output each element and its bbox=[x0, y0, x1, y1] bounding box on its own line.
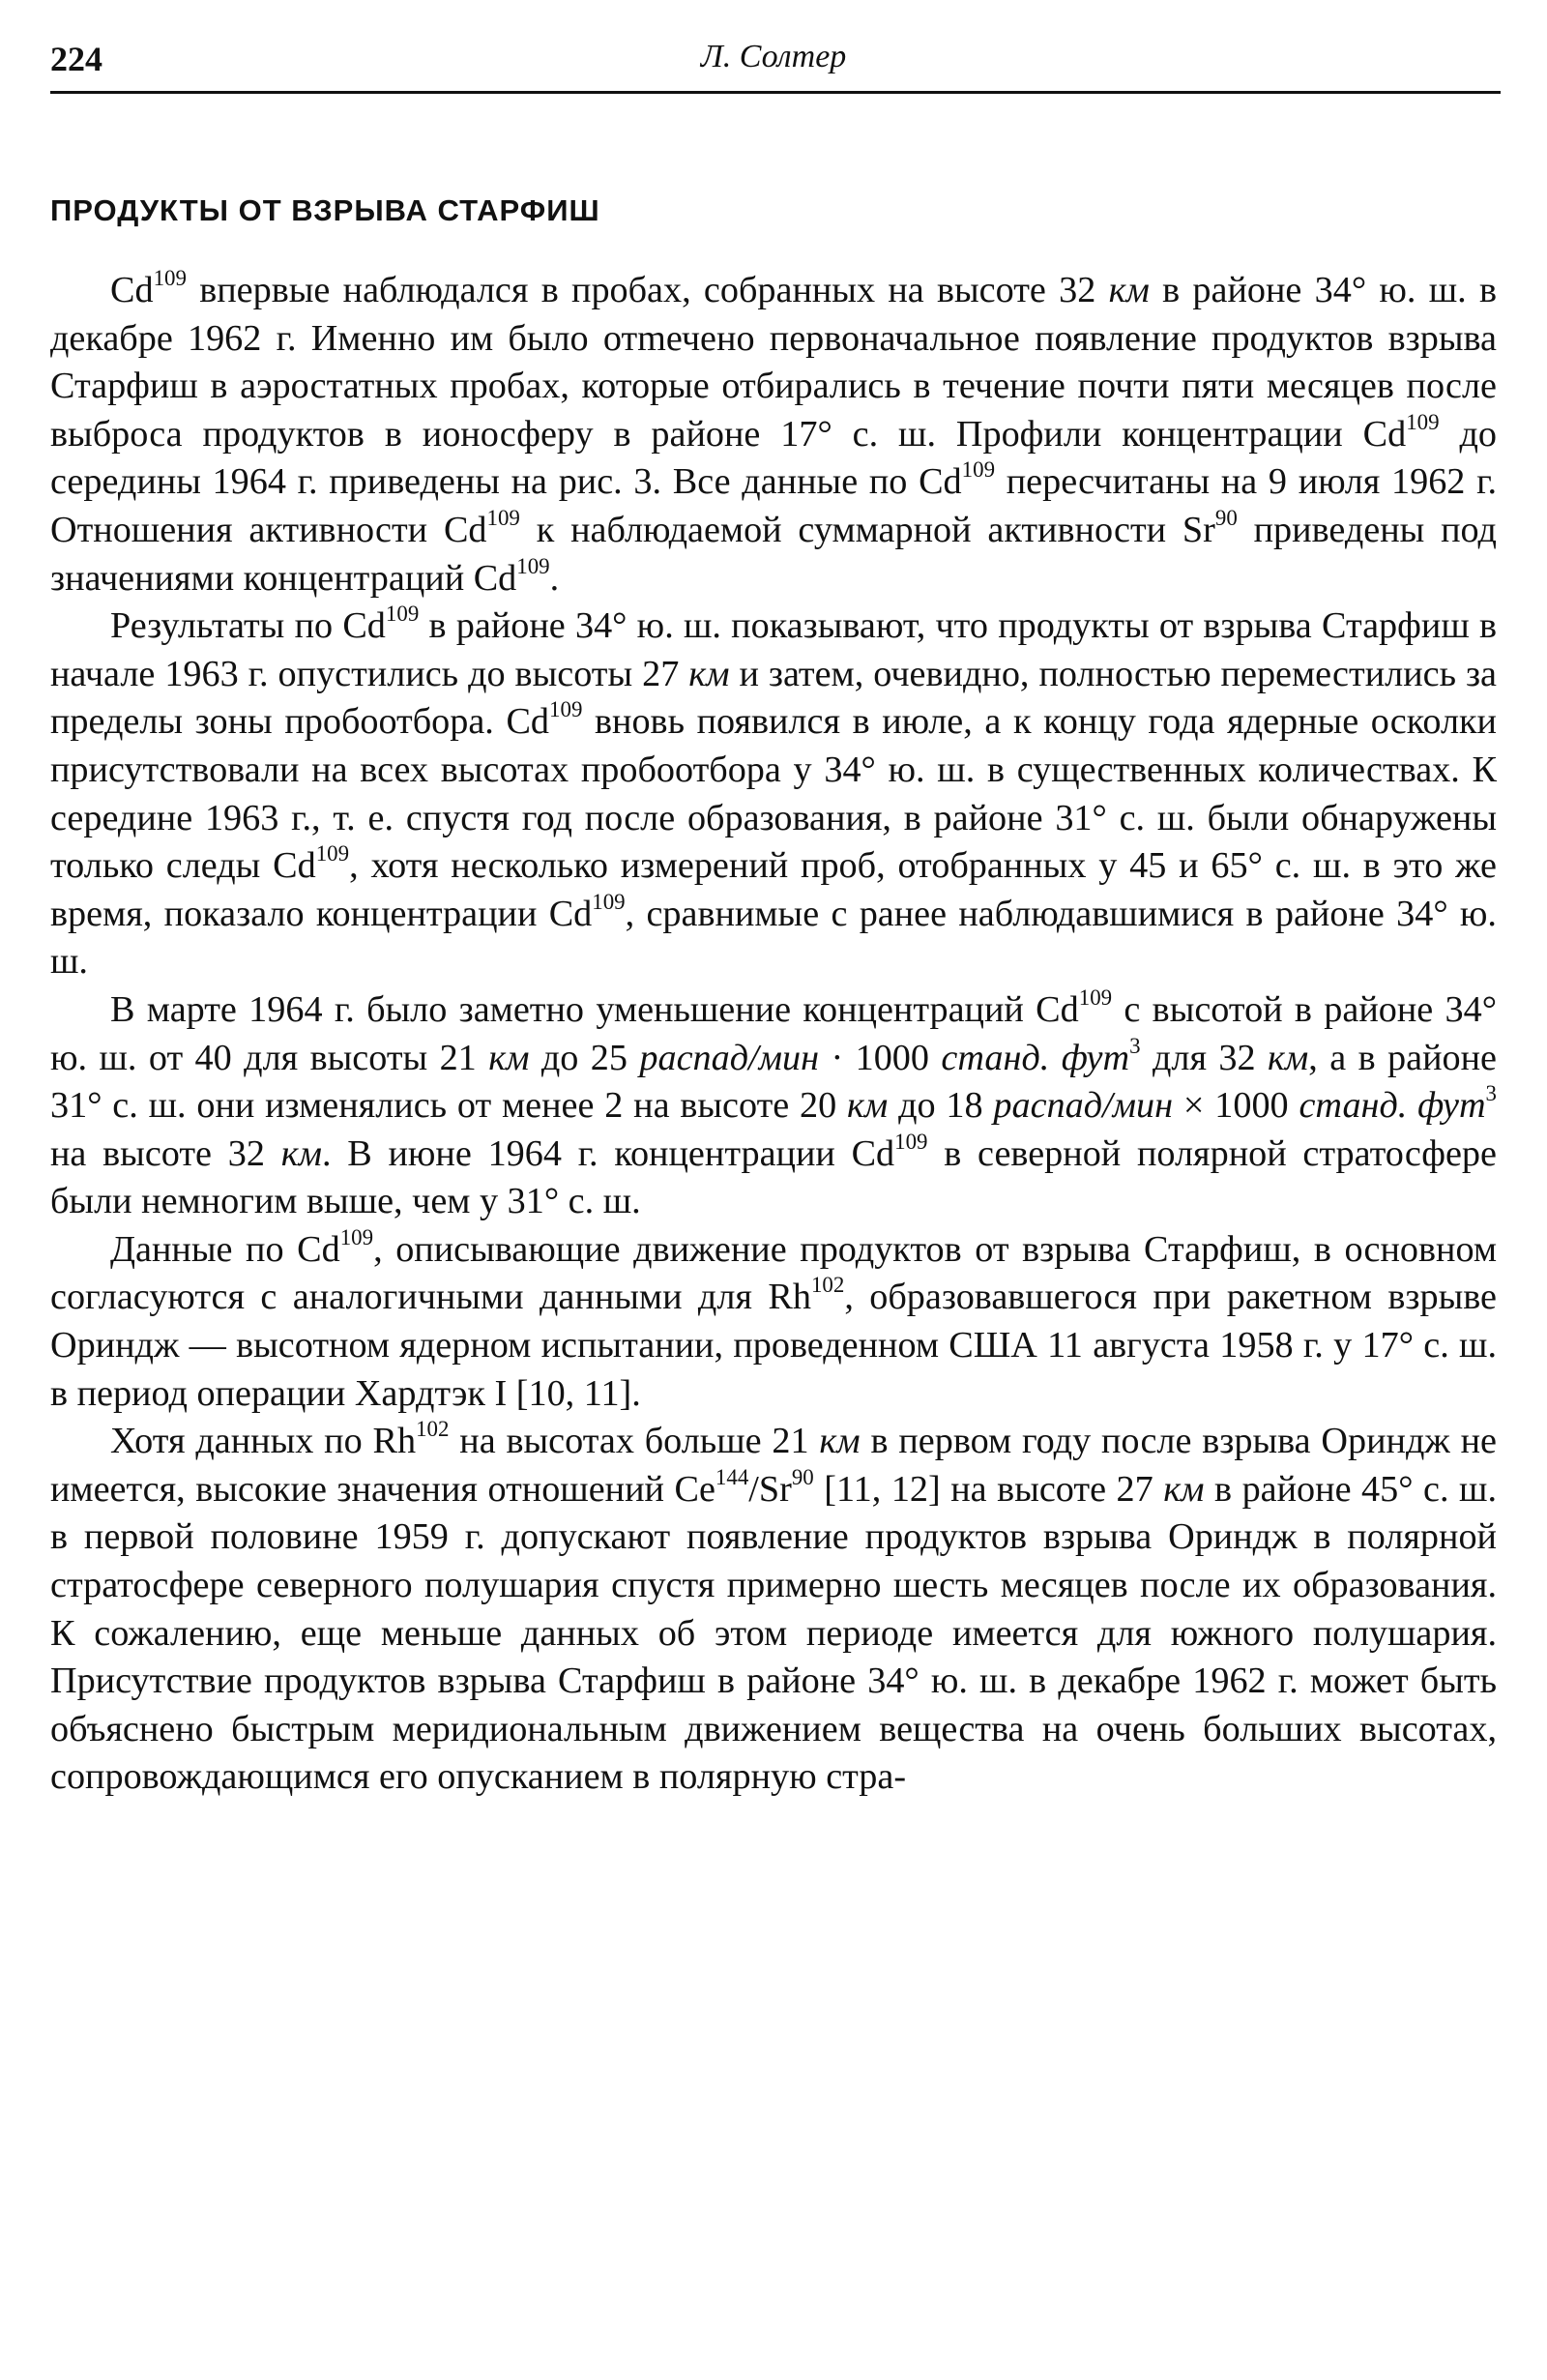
text-run: · 1000 bbox=[819, 1037, 942, 1078]
text-run: , описывающие движение продуктов от взрыва Старфиш, в основном согласуются с аналогичными данными для Rh bbox=[50, 1228, 1497, 1318]
paragraph bbox=[50, 1226, 1497, 1418]
italic-unit: станд. фут bbox=[1299, 1085, 1486, 1127]
text-run: , сравнимые с ранее наблюдавшимися в районе 34° ю. ш. bbox=[50, 893, 1497, 983]
italic-unit: км bbox=[488, 1037, 530, 1078]
book-page bbox=[50, 39, 1497, 1802]
text-run: Результаты по Cd bbox=[110, 605, 386, 647]
italic-unit: км bbox=[847, 1085, 889, 1127]
text-run: . В июне 1964 г. концентрации Cd bbox=[321, 1132, 895, 1174]
paragraph bbox=[50, 602, 1497, 986]
text-run: с высотой в районе 34° ю. ш. от 40 для высоты 21 bbox=[50, 988, 1498, 1078]
italic-unit: км bbox=[1268, 1037, 1309, 1078]
text-run: , а в районе 31° с. ш. они изменялись от менее 2 на высоте 20 bbox=[50, 1037, 1497, 1127]
italic-unit: км bbox=[819, 1421, 861, 1462]
header-rule bbox=[50, 91, 1501, 94]
text-run: , хотя несколько измерений проб, отобранных у 45 и 65° с. ш. в это же время, показало концентрации Cd bbox=[50, 845, 1497, 934]
text-run: приведены под значениями концентраций Cd bbox=[50, 509, 1497, 599]
text-run: пересчитаны на 9 июля 1962 г. Отношения активности Cd bbox=[50, 461, 1497, 550]
italic-unit: км bbox=[688, 653, 730, 694]
text-run: Cd bbox=[110, 270, 154, 310]
text-run: [11, 12] на высоте 27 bbox=[813, 1468, 1164, 1510]
text-run: впервые наблюдался в пробах, собранных на высоте 32 bbox=[186, 270, 1109, 310]
superscript: 109 bbox=[516, 553, 550, 578]
text-run: и затем, очевидно, полностью переместились за пределы зоны пробоотбора. Cd bbox=[50, 653, 1497, 743]
paragraph bbox=[50, 986, 1497, 1226]
superscript: 109 bbox=[486, 505, 520, 530]
text-run: к наблюдаемой суммарной активности Sr bbox=[519, 509, 1215, 550]
superscript: 109 bbox=[385, 601, 420, 626]
superscript: 109 bbox=[153, 265, 187, 290]
text-run: в первом году после взрыва Ориндж не имеется, высокие значения отношений Ce bbox=[50, 1421, 1497, 1510]
page-number: 224 bbox=[50, 40, 102, 78]
italic-unit: км bbox=[1108, 270, 1150, 310]
superscript: 102 bbox=[416, 1417, 450, 1442]
superscript: 109 bbox=[1406, 409, 1440, 434]
superscript: 90 bbox=[791, 1464, 814, 1489]
superscript: 109 bbox=[961, 457, 996, 483]
text-run: в северной полярной стратосфере были немногим выше, чем у 31° с. ш. bbox=[50, 1132, 1497, 1222]
text-run: в районе 34° ю. ш. в декабре 1962 г. Именно им было отmечено первоначальное появление продуктов взрыва Старфиш в аэростатных пробах, которые отбирались в течение почти пяти месяцев после выброса продуктов в ионосферу в районе 17° с. ш. Профили концентрации Cd bbox=[50, 270, 1497, 455]
italic-unit: км bbox=[280, 1132, 322, 1174]
section-heading: ПРОДУКТЫ ОТ ВЗРЫВА СТАРФИШ bbox=[50, 193, 600, 227]
text-run: в районе 45° с. ш. в первой половине 1959 г. допускают появление продуктов взрыва Ориндж в полярной стратосфере северного полушария спустя примерно шесть месяцев после их образования. К сожалению, еще меньше данных об этом периоде имеется для южного полушария. Присутствие продуктов взрыва Старфиш в районе 34° ю. ш. в декабре 1962 г. может быть объяснено быстрым меридиональным движением вещества на очень больших высотах, сопровождающимся его опусканием в полярную стра- bbox=[50, 1468, 1498, 1798]
text-run: на высотах больше 21 bbox=[449, 1421, 820, 1462]
superscript: 3 bbox=[1129, 1033, 1141, 1058]
paragraph bbox=[50, 1418, 1497, 1802]
superscript: 144 bbox=[715, 1464, 749, 1489]
running-head-author: Л. Солтер bbox=[700, 39, 847, 74]
text-run: × 1000 bbox=[1173, 1085, 1299, 1127]
superscript: 3 bbox=[1485, 1080, 1497, 1105]
text-run: для 32 bbox=[1140, 1037, 1269, 1078]
italic-unit: распад/мин bbox=[993, 1085, 1174, 1127]
text-run: Хотя данных по Rh bbox=[110, 1421, 417, 1462]
italic-unit: станд. фут bbox=[941, 1037, 1130, 1078]
italic-unit: км bbox=[1163, 1468, 1205, 1510]
text-run: до середины 1964 г. приведены на рис. 3. Все данные по Cd bbox=[50, 413, 1497, 503]
superscript: 109 bbox=[592, 889, 626, 914]
superscript: 90 bbox=[1214, 505, 1238, 530]
text-run: Данные по Cd bbox=[110, 1228, 340, 1270]
paragraph bbox=[50, 267, 1497, 602]
text-run: до 18 bbox=[888, 1085, 994, 1127]
text-run: , образовавшегося при ракетном взрыве Ориндж — высотном ядерном испытании, проведенном США 11 августа 1958 г. у 17° с. ш. в период операции Хардтэк I [10, 11]. bbox=[50, 1277, 1497, 1414]
text-run: до 25 bbox=[529, 1037, 640, 1078]
text-run: вновь появился в июле, а к концу года ядерные осколки присутствовали на всех высотах пробоотбора у 34° ю. ш. в существенных количествах. К середине 1963 г., т. е. спустя год после образования, в районе 31° с. ш. были обнаружены только следы Cd bbox=[50, 701, 1497, 887]
text-run: /Sr bbox=[748, 1468, 792, 1510]
superscript: 102 bbox=[810, 1273, 845, 1298]
italic-unit: распад/мин bbox=[639, 1037, 820, 1078]
text-run: в районе 34° ю. ш. показывают, что продукты от взрыва Старфиш в начале 1963 г. опустились до высоты 27 bbox=[50, 605, 1497, 694]
running-head bbox=[50, 39, 1497, 106]
text-run: В марте 1964 г. было заметно уменьшение концентраций Cd bbox=[110, 988, 1079, 1030]
text-run: . bbox=[549, 557, 560, 599]
superscript: 109 bbox=[1078, 984, 1113, 1010]
superscript: 109 bbox=[549, 697, 583, 722]
superscript: 109 bbox=[339, 1224, 374, 1249]
superscript: 109 bbox=[315, 840, 350, 866]
superscript: 109 bbox=[894, 1129, 928, 1154]
body-text bbox=[50, 267, 1497, 1802]
text-run: на высоте 32 bbox=[50, 1132, 281, 1174]
